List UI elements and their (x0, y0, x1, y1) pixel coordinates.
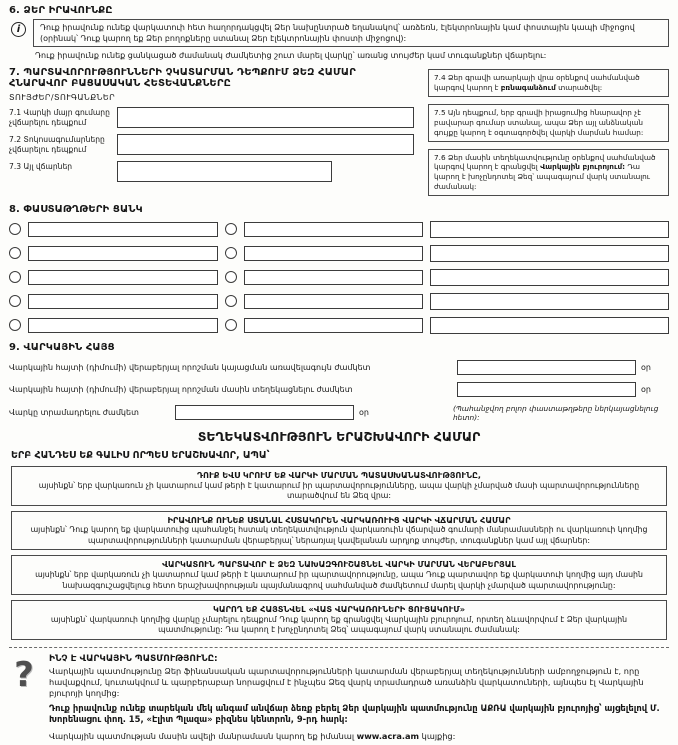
document-detail-input[interactable] (430, 269, 669, 286)
document-name-input[interactable] (28, 270, 218, 285)
guarantor-box-header: ԴՈՒՔ ԵՎՍ ԿՐՈՒՄ ԵՔ ՎԱՐԿԻ ՄԱՐՄԱՆ ՊԱՏԱՍԽԱՆԱՏՎՈՒԹՅՈՒՆԸ, (197, 469, 481, 480)
acra-website-link[interactable]: www.acra.am (356, 730, 420, 741)
note-7-4-text: 7.4 Ձեր գրավի առարկայի վրա օրենքով սահմանված կարգով կարող է (434, 73, 640, 93)
note-7-4-bold: բռնագանձում (500, 83, 556, 93)
section-9-title: 9. ՎԱՐԿԱՅԻՆ ՀԱՅՑ (9, 341, 115, 353)
documents-required-note: (Պահանջվող բոլոր փաստաթղթերը ներկայացնելուց հետո): (452, 403, 659, 422)
loan-disbursement-term-row (9, 404, 669, 422)
document-name-input[interactable] (28, 222, 218, 237)
section-6-title: 6. ՁԵՐ ԻՐԱՎՈՒՆՔԸ (9, 5, 113, 16)
guarantor-box-warning-duty (11, 555, 667, 595)
section-7-negative-consequences (9, 67, 669, 196)
document-radio[interactable] (225, 319, 237, 331)
document-name-input[interactable] (28, 294, 218, 309)
document-radio[interactable] (9, 223, 21, 235)
note-7-6-credit-bureau (428, 149, 669, 196)
document-radio[interactable] (9, 247, 21, 259)
note-7-4-text-end: տարածվել: (555, 83, 603, 93)
document-name-input[interactable] (28, 318, 218, 333)
decision-max-term-label: Վարկային հայտի (դիմումի) վերաբերյալ որոշման կայացման առավելագույն ժամկետ (9, 362, 371, 372)
section-9-credit-application (9, 342, 669, 422)
guarantor-box-header: ԿԱՐՈՂ ԵՔ ՀԱՅՏՆՎԵԼ «ՎԱՏ ՎԱՐԿԱՌՈՒՆԵՐԻ ՑՈՒՑԱԿՈՒՄ» (212, 604, 466, 615)
interest-penalty-label: 7.2 Տոկոսագումարները չվճարելու դեպքում (9, 135, 105, 154)
document-radio[interactable] (225, 295, 237, 307)
document-name-input[interactable] (244, 294, 423, 309)
info-icon: i (11, 22, 26, 37)
section-8-title: 8. ՓԱՍՏԱԹՂԹԵՐԻ ՑԱՆԿ (9, 203, 143, 215)
document-name-input[interactable] (244, 318, 423, 333)
guarantor-heading: ՏԵՂԵԿԱՏՎՈՒԹՅՈՒՆ ԵՐԱՇԽԱՎՈՐԻ ՀԱՄԱՐ (197, 428, 481, 444)
decision-max-term-input[interactable] (457, 360, 636, 375)
document-name-input[interactable] (244, 246, 423, 261)
document-row (9, 317, 669, 334)
guarantor-box-bad-borrowers-list (11, 600, 667, 640)
credit-history-heading: ԻՆՉ Է ՎԱՐԿԱՅԻՆ ՊԱՏՄՈՒԹՅՈՒՆԸ: (49, 653, 218, 664)
website-line-text: Վարկային պատմության մասին ավելի մանրամասն կարող եք իմանալ (49, 730, 357, 741)
credit-history-definition: Վարկային պատմությունը Ձեր ֆինանսական պարտավորությունների կատարման վերաբերյալ տեղեկությունների ամբողջություն է, որը հավաքվում, կուտակվում և պարբերաբար նորացվում է ինչպես Ձեզ վարկ տրամադրած առանձին վարկատուների, այնպես էլ Վարկային բյուրոյի կողմից: (49, 665, 644, 698)
guarantor-box-body: այսինքն՝ Դուք կարող եք վարկատուից պահանջել հստակ տեղեկատվություն վարկառուին վճարված գումարի մանրամասների ու վարկառուի կողմից պարտավորությունների կատարման վերաբերյալ՝ ներառյալ կավելանան արդյոք տույժեր, տուգանքներ կամ այլ վճարներ: (30, 525, 648, 545)
document-name-input[interactable] (28, 246, 218, 261)
decision-notice-term-label: Վարկային հայտի (դիմումի) վերաբերյալ որոշման մասին տեղեկացնելու ժամկետ (9, 384, 353, 394)
days-unit-label: օր (359, 408, 369, 418)
note-7-6-bold: Վարկային բյուրոյում: (540, 162, 626, 172)
guarantor-box-information-right (11, 511, 667, 551)
credit-history-website-line (49, 731, 669, 741)
document-detail-input[interactable] (430, 221, 669, 238)
note-7-4-foreclosure (428, 69, 669, 97)
document-row (9, 221, 669, 238)
guarantor-box-header: ԻՐԱՎՈՒՆՔ ՈՒՆԵՔ ՍՏԱՆԱԼ ՀՍՏԱԿՈՐԵՆ ՎԱՐԿԱՌՈՒԻՑ ՎԱՐԿԻ ՎՃԱՐՄԱՆ ՀԱՄԱՐ (167, 514, 511, 525)
guarantor-box-responsibility (11, 466, 667, 506)
penalties-fines-label: ՏՈՒՅԺԵՐ/ՏՈՒԳԱՆՔՆԵՐ (9, 93, 116, 103)
guarantor-intro: ԵՐԲ ՀԱՆԴԵՍ ԵՔ ԳԱԼԻՍ ՈՐՊԵՍ ԵՐԱՇԽԱՎՈՐ, ԱՊԱ՝ (11, 449, 270, 461)
other-fees-label: 7.3 Այլ վճարներ (9, 162, 73, 172)
document-radio[interactable] (225, 271, 237, 283)
website-line-text-end: կայքից: (419, 730, 456, 741)
section-6-your-right (9, 5, 669, 60)
other-fees-input[interactable] (117, 161, 332, 182)
document-detail-input[interactable] (430, 245, 669, 262)
guarantor-box-body: այսինքն՝ երբ վարկառուն չի կատարում կամ թերի է կատարում իր պարտավորությունները, ապա վարկի չմարված մասի պարտավորությունները տարածվում են Ձեզ վրա: (38, 480, 640, 501)
loan-disbursement-term-label: Վարկը տրամադրելու ժամկետ (9, 408, 139, 418)
question-mark-icon: ? (14, 654, 34, 695)
document-row (9, 245, 669, 262)
section-8-document-list (9, 204, 669, 334)
days-unit-label: օր (641, 362, 651, 372)
principal-penalty-input[interactable] (117, 107, 414, 128)
principal-penalty-label: 7.1 Վարկի մայր գումարը չվճարելու դեպքում (9, 108, 110, 127)
interest-penalty-input[interactable] (117, 134, 414, 155)
decision-max-term-row (9, 360, 669, 375)
document-name-input[interactable] (244, 270, 423, 285)
decision-notice-term-row (9, 382, 669, 397)
note-7-6-text-end: Դա կարող է խոչընդոտել Ձեզ՝ ապագայում վարկ ստանալու ժամանակ: (434, 162, 650, 192)
document-row (9, 269, 669, 286)
guarantor-box-header: ՎԱՐԿԱՏՈՒՆ ՊԱՐՏԱՎՈՐ Է ՁԵԶ ՆԱԽԱԶԳՈՒՇԱՑՆԵԼ ՎԱՐԿԻ ՄԱՐՄԱՆ ՎԵՐԱԲԵՐՅԱԼ (162, 559, 516, 570)
document-radio[interactable] (225, 247, 237, 259)
note-7-5-personal-property (428, 104, 669, 142)
document-radio[interactable] (9, 295, 21, 307)
guarantor-box-body: այսինքն՝ երբ վարկառուն չի կատարում կամ թերի է կատարում իր պարտավորությունը, ապա Դուք պարտավոր եք վարկատուի կողմից այդ մասին նախազգուշացվելուց հետո երաշխավորության պայմանագրով սահմանված ժամկետում մարել վարկի չմարված պարտավորությունը: (35, 570, 643, 590)
document-radio[interactable] (9, 319, 21, 331)
guarantor-section (9, 429, 669, 640)
section-7-title: 7. ՊԱՐՏԱՎՈՐՈՒԹՅՈՒՆՆԵՐԻ ՉԿԱՏԱՐՄԱՆ ԴԵՊՔՈՒՄ ՁԵԶ ՀԱՄԱՐ ՀՆԱՐԱՎՈՐ ԲԱՑԱՍԱԿԱՆ ՀԵՏԵՎԱՆՔՆԵՐԸ (9, 67, 356, 90)
document-radio[interactable] (9, 271, 21, 283)
credit-history-free-copy-paragraph: Դուք իրավունք ունեք տարեկան մեկ անգամ անվճար ձեռք բերել Ձեր վարկային պատմությունը ԱՔՌԱ վարկային բյուրոյից՝ այցելելով Մ. Խորենացու փող. 15, «Էլիտ Պլազա» բիզնես կենտրոն, 9-րդ հարկ: (49, 702, 660, 725)
guarantor-box-body: այսինքն՝ վարկառուի կողմից վարկը չմարելու դեպքում Դուք կարող եք գրանցվել Վարկային բյուրոյում, որտեղ ձևավորվում է Ձեր վարկային պատմությունը: Դա կարող է խոչընդոտել Ձեզ՝ ապագայում վարկ ստանալու ժամանակ: (50, 614, 628, 635)
note-7-5-text: 7.5 Այն դեպքում, երբ գրավի իրացումից հնարավոր չէ բավարար գումար ստանալ, ապա Ձեր այլ անձնական գույքը կարող է օգտագործվել վարկի մարման համար: (434, 108, 644, 137)
note-7-6-text: 7.6 Ձեր մասին տեղեկատվությունը օրենքով սահմանված կարգով կարող է գրանցվել (434, 152, 656, 172)
document-detail-input[interactable] (430, 293, 669, 310)
document-detail-input[interactable] (430, 317, 669, 334)
days-unit-label: օր (641, 384, 651, 394)
document-radio[interactable] (225, 223, 237, 235)
credit-history-section (9, 647, 669, 741)
document-row (9, 293, 669, 310)
decision-notice-term-input[interactable] (457, 382, 636, 397)
document-name-input[interactable] (244, 222, 423, 237)
early-repayment-paragraph: Դուք իրավունք ունեք ցանկացած ժամանակ ժամկետից շուտ մարել վարկը՝ առանց տույժեր կամ տուգանքներ վճարելու: (35, 51, 547, 61)
communication-right-paragraph: Դուք իրավունք ունեք վարկատուի հետ հաղորդակցվել Ձեր նախընտրած եղանակով՝ առձեռն, էլեկտրոնային կամ փոստային կապի միջոցով (օրինակ՝ Դուք կարող եք Ձեր բողոքները ստանալ Ձեր էլեկտրոնային փոստի միջոցով): (33, 19, 669, 47)
loan-disbursement-term-input[interactable] (175, 405, 354, 420)
